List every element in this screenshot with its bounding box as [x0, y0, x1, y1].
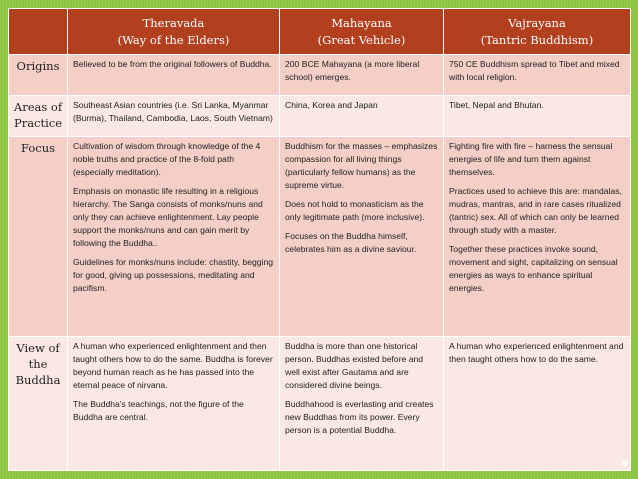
- cell-text: Cultivation of wisdom through knowledge of the 4 noble truths and practice of the 8-fold path (especially meditation).: [73, 141, 261, 177]
- cell-text: Guidelines for monks/nuns include: chastity, begging for good, giving up possessions, meditating and pacifism.: [73, 257, 273, 293]
- cell-origins-vajrayana: [444, 55, 631, 96]
- row-label-line: Areas of: [13, 100, 63, 114]
- cell-areas-vajrayana: [444, 96, 631, 137]
- cell-text: Buddhahood is everlasting and creates new Buddhas from its power. Every person is a potential Buddha.: [285, 399, 434, 435]
- slide-corner-dot: [622, 460, 628, 466]
- cell-text: Together these practices invoke sound, movement and sight, capitalizing on sensual energies as ways to enhance spiritual energies.: [449, 244, 618, 293]
- cell-focus-vajrayana: [444, 137, 631, 337]
- cell-text: Fighting fire with fire – harness the sensual energies of life and turn them against themselves.: [449, 141, 613, 177]
- row-label-line: Practice: [13, 116, 63, 130]
- header-mahayana-title: Mahayana: [331, 15, 392, 30]
- row-areas-of-practice: [9, 96, 631, 137]
- cell-focus-mahayana: [280, 137, 444, 337]
- cell-areas-mahayana: [280, 96, 444, 137]
- row-focus: [9, 137, 631, 337]
- cell-text: Believed to be from the original followers of Buddha.: [73, 59, 272, 69]
- header-row: [9, 9, 631, 55]
- cell-focus-theravada: [68, 137, 280, 337]
- cell-view-vajrayana: [444, 337, 631, 471]
- row-label-origins: Origins: [9, 55, 68, 96]
- row-view-of-buddha: [9, 337, 631, 471]
- buddhism-comparison-table: [8, 8, 631, 471]
- header-theravada-title: Theravada: [142, 15, 205, 30]
- cell-text: Southeast Asian countries (i.e. Sri Lanka, Myanmar (Burma), Thailand, Cambodia, Laos, South Vietnam): [73, 100, 273, 123]
- row-label-view: [9, 337, 68, 471]
- cell-text: A human who experienced enlightenment and then taught others how to do the same.: [449, 341, 624, 364]
- row-label-line: Buddha: [15, 373, 61, 387]
- row-label-line: View of: [16, 341, 60, 355]
- row-label-line: the: [28, 357, 48, 371]
- cell-origins-theravada: [68, 55, 280, 96]
- row-label-focus: Focus: [9, 137, 68, 337]
- cell-origins-mahayana: [280, 55, 444, 96]
- row-origins: [9, 55, 631, 96]
- header-theravada-subtitle: (Way of the Elders): [117, 32, 230, 47]
- cell-text: The Buddha's teachings, not the figure of the Buddha are central.: [73, 399, 244, 422]
- cell-text: A human who experienced enlightenment and then taught others how to do the same. Buddha is forever beyond human reach as he has passed into the eternal peace of nirvana.: [73, 341, 273, 390]
- cell-view-theravada: [68, 337, 280, 471]
- header-mahayana: [280, 9, 444, 55]
- cell-areas-theravada: [68, 96, 280, 137]
- cell-text: 750 CE Buddhism spread to Tibet and mixed with local religion.: [449, 59, 620, 82]
- cell-text: Practices used to achieve this are: mandalas, mudras, mantras, and in rare cases ritualized (tantric) sex. All of which can only be learned through study with a master.: [449, 186, 622, 235]
- cell-text: Emphasis on monastic life resulting in a religious hierarchy. The Sanga consists of monks/nuns and only they can achieve enlightenment. Lay people support the monks/nuns and can gain merit by following the Buddha..: [73, 186, 263, 248]
- row-label-areas: [9, 96, 68, 137]
- cell-text: 200 BCE Mahayana (a more liberal school) emerges.: [285, 59, 420, 82]
- cell-text: Does not hold to monasticism as the only legitimate path (more inclusive).: [285, 199, 425, 222]
- header-theravada: [68, 9, 280, 55]
- cell-text: Buddha is more than one historical person. Buddhas existed before and well exist after Gautama and are considered divine beings.: [285, 341, 424, 390]
- header-corner: [9, 9, 68, 55]
- cell-text: Buddhism for the masses – emphasizes compassion for all living things (particularly fellow humans) as the supreme virtue.: [285, 141, 438, 190]
- cell-text: Tibet, Nepal and Bhutan.: [449, 100, 544, 110]
- header-vajrayana: [444, 9, 631, 55]
- header-mahayana-subtitle: (Great Vehicle): [317, 32, 406, 47]
- header-vajrayana-title: Vajrayana: [508, 15, 566, 30]
- cell-text: Focuses on the Buddha himself, celebrates him as a divine saviour.: [285, 231, 417, 254]
- cell-view-mahayana: [280, 337, 444, 471]
- cell-text: China, Korea and Japan: [285, 100, 378, 110]
- header-vajrayana-subtitle: (Tantric Buddhism): [480, 32, 594, 47]
